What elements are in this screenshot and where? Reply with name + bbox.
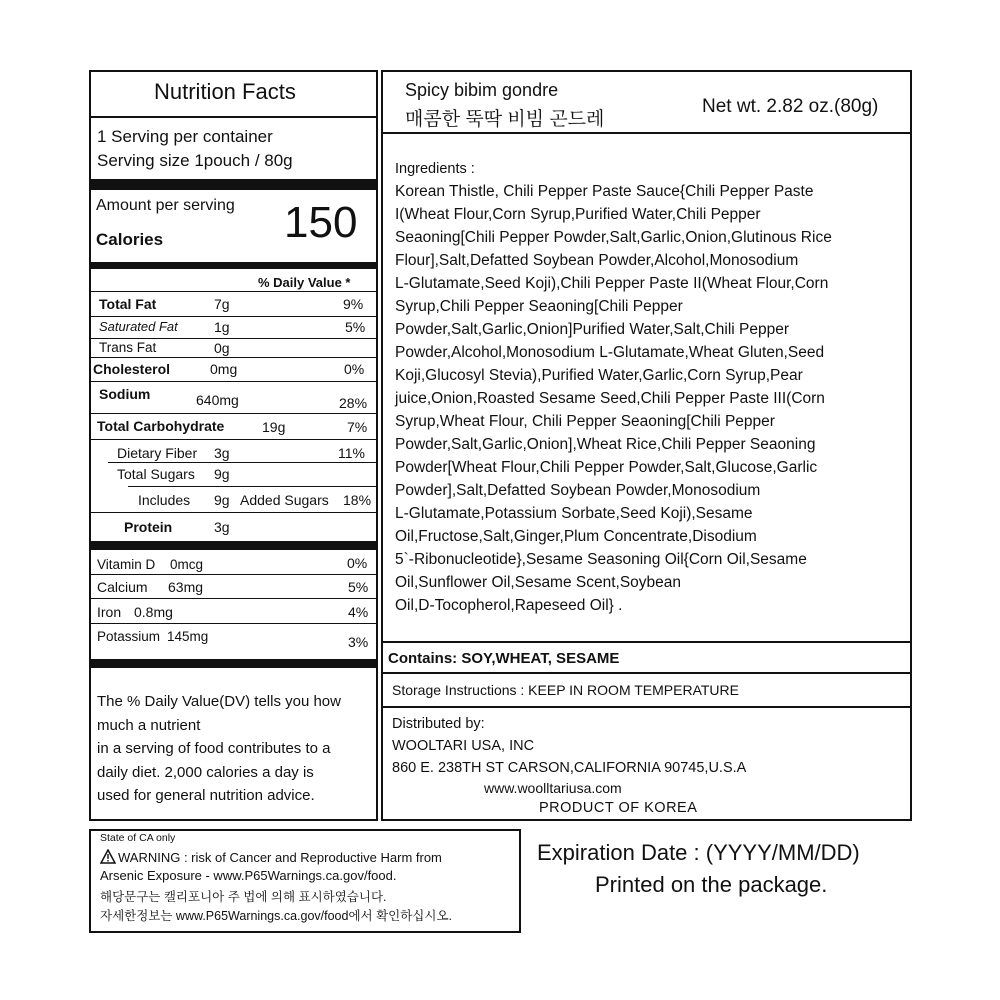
allergen-contains: Contains: SOY,WHEAT, SESAME — [388, 650, 620, 667]
divider — [89, 357, 378, 358]
divider — [108, 462, 378, 463]
divider — [381, 132, 912, 134]
divider — [89, 381, 378, 382]
divider — [89, 291, 378, 292]
protein-amount: 3g — [214, 519, 230, 535]
total-fat-dv: 9% — [343, 296, 364, 312]
divider — [89, 338, 378, 339]
potassium-dv: 3% — [348, 634, 369, 650]
calories-label: Calories — [96, 230, 164, 249]
dietary-fiber-label: Dietary Fiber — [117, 445, 198, 461]
footnote-line: in a serving of food contributes to a — [97, 740, 331, 757]
ingredients-heading: Ingredients : — [395, 161, 475, 177]
footnote-line: much a nutrient — [97, 716, 201, 734]
warning-line-1: WARNING : risk of Cancer and Reproductive Harm from — [118, 850, 442, 865]
divider — [89, 116, 378, 118]
divider — [89, 413, 378, 414]
warning-state-note: State of CA only — [100, 832, 176, 844]
ingredients-line: Powder,Salt,Garlic,Onion]Purified Water,Salt,Chili Pepper — [395, 321, 789, 338]
total-sugars-amount: 9g — [214, 466, 230, 482]
divider — [381, 706, 912, 708]
trans-fat-amount: 0g — [214, 340, 230, 356]
cholesterol-dv: 0% — [344, 361, 365, 377]
ingredients-line: Powder,Alcohol,Monosodium L-Glutamate,Wheat Gluten,Seed — [395, 344, 825, 361]
warning-triangle-icon — [100, 849, 116, 869]
ingredients-line: L-Glutamate,Potassium Sorbate,Seed Koji),Sesame — [395, 505, 753, 522]
daily-value-header: % Daily Value * — [258, 275, 351, 290]
total-sugars-label: Total Sugars — [117, 466, 195, 482]
sodium-label: Sodium — [99, 386, 151, 402]
added-sugars-amount: 9g — [214, 492, 230, 508]
nutrition-facts-title: Nutrition Facts — [154, 79, 296, 104]
divider — [89, 512, 378, 513]
warning-line-4: 자세한정보는 www.P65Warnings.ca.gov/food에서 확인하십시오. — [100, 909, 453, 923]
ingredients-text — [395, 180, 832, 617]
divider — [89, 598, 378, 599]
calcium-amount: 63mg — [168, 579, 204, 595]
ingredients-line: Powder,Salt,Garlic,Onion],Wheat Rice,Chili Pepper Seaoning — [395, 436, 816, 453]
ingredients-line: Koji,Glucosyl Stevia),Purified Water,Garlic,Corn Syrup,Pear — [395, 367, 803, 384]
iron-amount: 0.8mg — [134, 604, 173, 620]
dietary-fiber-dv: 11% — [338, 445, 365, 461]
ingredients-line: Seaoning[Chili Pepper Powder,Salt,Garlic,Onion,Glutinous Rice — [395, 229, 832, 246]
saturated-fat-label: Saturated Fat — [99, 319, 178, 334]
distributor-address: 860 E. 238TH ST CARSON,CALIFORNIA 90745,U.S.A — [392, 760, 747, 776]
total-carb-dv: 7% — [347, 419, 368, 435]
divider — [381, 672, 912, 674]
expiration-date-label: Expiration Date : (YYYY/MM/DD) — [537, 840, 860, 865]
saturated-fat-amount: 1g — [214, 319, 230, 335]
ingredients-line: Powder[Wheat Flour,Chili Pepper Powder,Salt,Glucose,Garlic — [395, 459, 818, 476]
divider — [89, 439, 378, 440]
net-weight: Net wt. 2.82 oz.(80g) — [702, 96, 879, 117]
divider — [89, 316, 378, 317]
expiration-printed-note: Printed on the package. — [595, 872, 828, 897]
total-fat-amount: 7g — [214, 296, 230, 312]
warning-line-3: 해당문구는 캘리포니아 주 법에 의해 표시하였습니다. — [100, 890, 387, 904]
potassium-label: Potassium — [97, 629, 161, 644]
ingredients-line: Powder],Salt,Defatted Soybean Powder,Monosodium — [395, 482, 761, 499]
ingredients-line: 5`-Ribonucleotide},Sesame Seasoning Oil{Corn Oil,Sesame — [395, 551, 807, 568]
footnote-line: daily diet. 2,000 calories a day is — [97, 763, 314, 781]
distributor-heading: Distributed by: — [392, 716, 485, 732]
iron-dv: 4% — [348, 604, 369, 620]
serving-size: Serving size 1pouch / 80g — [97, 151, 293, 170]
footnote-line: The % Daily Value(DV) tells you how — [97, 693, 341, 710]
ingredients-line: Flour],Salt,Defatted Soybean Powder,Alcohol,Monosodium — [395, 252, 799, 269]
total-carb-label: Total Carbohydrate — [97, 418, 225, 434]
distributor-website: www.woolltariusa.com — [484, 780, 622, 796]
vitamin-d-label: Vitamin D — [97, 557, 156, 572]
product-origin: PRODUCT OF KOREA — [539, 800, 698, 816]
thick-divider — [89, 179, 378, 190]
thick-divider — [89, 541, 378, 550]
product-name-english: Spicy bibim gondre — [405, 80, 559, 100]
dietary-fiber-amount: 3g — [214, 445, 230, 461]
calcium-label: Calcium — [97, 579, 148, 595]
footnote-line: used for general nutrition advice. — [97, 787, 315, 804]
ingredients-line: juice,Onion,Roasted Sesame Seed,Chili Pepper Paste III(Corn — [395, 390, 825, 407]
added-sugars-dv: 18% — [343, 492, 372, 508]
total-fat-label: Total Fat — [99, 296, 157, 312]
servings-per-container: 1 Serving per container — [97, 127, 273, 146]
distributor-company: WOOLTARI USA, INC — [392, 738, 535, 754]
storage-instructions: Storage Instructions : KEEP IN ROOM TEMPERATURE — [392, 682, 739, 698]
protein-label: Protein — [124, 519, 173, 535]
calcium-dv: 5% — [348, 579, 369, 595]
ingredients-line: Oil,D-Tocopherol,Rapeseed Oil} . — [395, 597, 623, 614]
thick-divider — [89, 262, 378, 269]
trans-fat-label: Trans Fat — [99, 340, 157, 355]
sodium-dv: 28% — [339, 395, 368, 411]
divider — [89, 574, 378, 575]
divider — [381, 641, 912, 643]
ingredients-line: L-Glutamate,Seed Koji),Chili Pepper Paste II(Wheat Flour,Corn — [395, 275, 829, 292]
sodium-amount: 640mg — [196, 392, 239, 408]
added-sugars-suffix: Added Sugars — [240, 492, 329, 508]
saturated-fat-dv: 5% — [345, 319, 366, 335]
ingredients-line: Syrup,Wheat Flour, Chili Pepper Seaoning[Chili Pepper — [395, 413, 775, 430]
ingredients-line: Syrup,Chili Pepper Seaoning[Chili Pepper — [395, 298, 683, 315]
total-carb-amount: 19g — [262, 419, 286, 435]
cholesterol-amount: 0mg — [210, 361, 238, 377]
vitamin-d-dv: 0% — [347, 555, 368, 571]
vitamin-d-amount: 0mcg — [170, 557, 204, 572]
ingredients-line: I(Wheat Flour,Corn Syrup,Purified Water,Chili Pepper — [395, 206, 761, 223]
daily-value-footnote — [97, 690, 341, 808]
ingredients-line: Oil,Sunflower Oil,Sesame Scent,Soybean — [395, 574, 682, 591]
potassium-amount: 145mg — [167, 629, 209, 644]
product-name-korean: 매콤한 뚝딱 비빔 곤드레 — [405, 109, 605, 130]
amount-per-serving: Amount per serving — [96, 197, 235, 214]
ingredients-line: Oil,Fructose,Salt,Ginger,Plum Concentrate,Disodium — [395, 528, 757, 545]
calories-value: 150 — [284, 198, 358, 247]
iron-label: Iron — [97, 604, 122, 620]
warning-line-2: Arsenic Exposure - www.P65Warnings.ca.gov/food. — [100, 868, 397, 883]
ingredients-line: Korean Thistle, Chili Pepper Paste Sauce{Chili Pepper Paste — [395, 183, 814, 200]
cholesterol-label: Cholesterol — [93, 361, 171, 377]
thick-divider — [89, 659, 378, 668]
added-sugars-label: Includes — [138, 492, 191, 508]
divider — [128, 486, 378, 487]
divider — [89, 623, 378, 624]
